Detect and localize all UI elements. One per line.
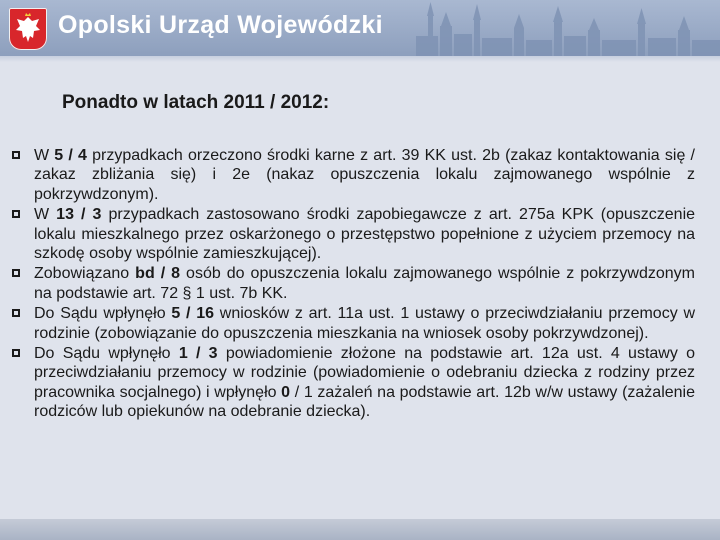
item-text-post: osób do opuszczenia lokalu zajmowanego wspólnie z pokrzywdzonym na podstawie art. 72 § 1 ust. 7b KK. [34,265,695,302]
item-count: 5 / 16 [171,305,215,323]
bullet-list [12,146,695,423]
header-title: Opolski Urząd Wojewódzki [58,11,383,39]
city-skyline-icon [408,0,720,56]
item-count: 1 / 3 [178,345,218,363]
slide-subtitle: Ponadto w latach 2011 / 2012: [62,92,330,113]
list-item [12,304,695,343]
item-count-secondary: 0 [281,383,291,401]
list-item [12,344,695,422]
list-item [12,146,695,204]
item-text-pre: W [34,206,57,224]
item-text-pre: Do Sądu wpłynęło [34,345,179,363]
item-count: bd / 8 [135,265,181,283]
header-divider [0,56,720,62]
item-text-post: przypadkach zastosowano środki zapobiegawcze z art. 275a KPK (opuszczenie lokalu mieszkalnego przez oskarżonego o przestępstwo popełnione z użyciem przemocy na szkodę osoby wspólnie zamieszkującej). [34,206,696,263]
list-item [12,205,695,263]
square-bullet-icon [12,309,20,317]
item-text-post: powiadomienie złożone na podstawie art. 12a ust. 4 ustawy o przeciwdziałaniu przemocy w rodzinie (powiadomienie o odebraniu dziecka z rodziny przez pracownika socjalnego) i wpłynęło [34,345,695,401]
header-bar [0,0,720,56]
item-text-pre: Do Sądu wpłynęło [34,305,172,323]
item-text-post-secondary: / 1 zażaleń na podstawie art. 12b w/w ustawy (zażalenie rodziców lub opiekunów na odebranie dziecka). [34,383,695,421]
footer-band [0,519,720,540]
item-count: 5 / 4 [54,147,87,164]
square-bullet-icon [12,349,20,357]
list-item [12,264,695,303]
square-bullet-icon [12,210,20,218]
item-text-post: wniosków z art. 11a ust. 1 ustawy o przeciwdziałaniu przemocy w rodzinie (zobowiązanie do opuszczenia mieszkania na wniosek osoby pokrzywdzonej). [34,305,696,342]
polish-eagle-emblem-icon [9,8,47,50]
item-text-pre: W [34,147,55,164]
item-count: 13 / 3 [56,206,102,224]
item-text-pre: Zobowiązano [34,265,136,283]
square-bullet-icon [12,151,20,159]
square-bullet-icon [12,269,20,277]
item-text-post: przypadkach orzeczono środki karne z art. 39 KK ust. 2b (zakaz kontaktowania się / zakaz zbliżania się) i 2e (nakaz opuszczenia lokalu zajmowanego wspólnie z pokrzywdzonym). [34,147,695,203]
